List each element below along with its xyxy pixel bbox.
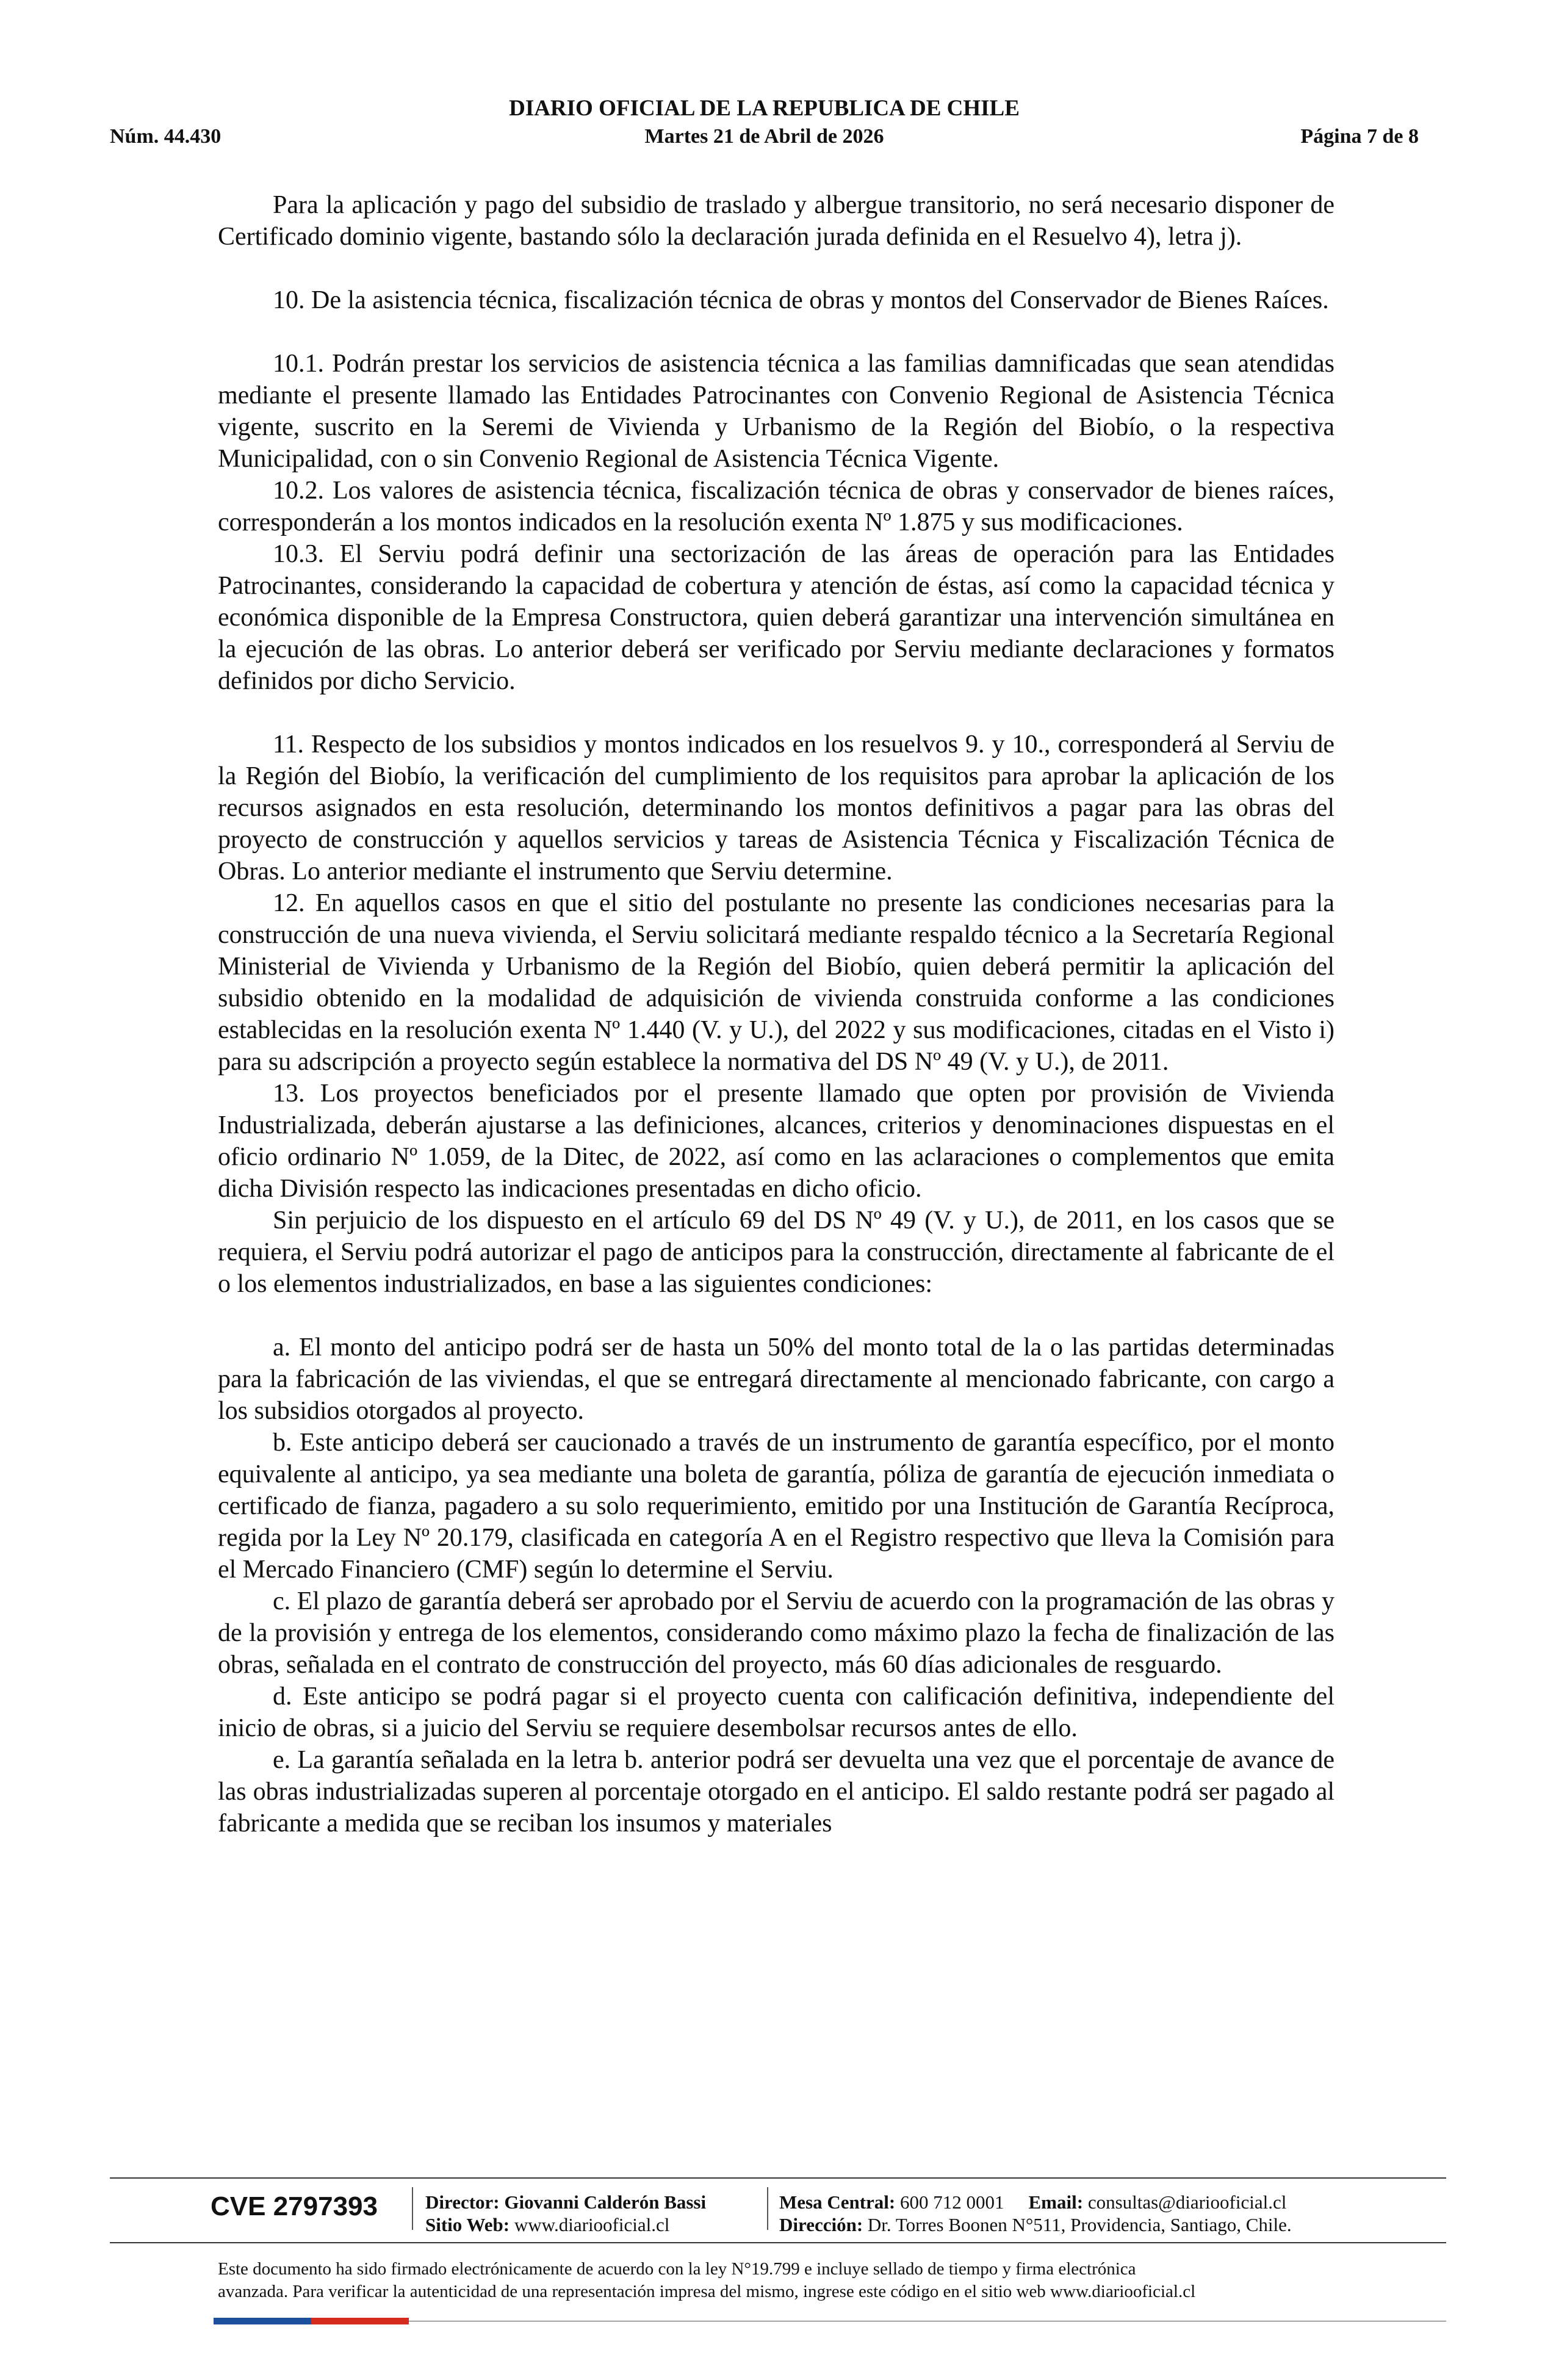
mesa-label: Mesa Central: [779, 2191, 896, 2213]
flag-bar-red [311, 2318, 409, 2324]
mesa-value: 600 712 0001 [900, 2191, 1004, 2213]
web-label: Sitio Web: [425, 2214, 510, 2235]
paragraph-10-3: 10.3. El Serviu podrá definir una sectorización de las áreas de operación para las Entidades Patrocinantes, considerando la capacidad de cobertura y atención de éstas, así como la capacidad técnica y económica disponible de la Empresa Constructora, quien deberá garantizar una intervención simultánea en la ejecución de las obras. Lo anterior deberá ser verificado por Serviu mediante declaraciones y formatos definidos por dicho Servicio. [218, 540, 1334, 695]
paragraph-13: 13. Los proyectos beneficiados por el presente llamado que opten por provisión de Vivienda Industrializada, deberán ajustarse a las definiciones, alcances, criterios y denominaciones dispuestas en el oficio ordinario Nº 1.059, de la Ditec, de 2022, así como en las aclaraciones o complementos que emita dicha División respecto las indicaciones presentadas en dicho oficio. [218, 1080, 1334, 1203]
legal-line-1: Este documento ha sido firmado electrónicamente de acuerdo con la ley N°19.799 e incluye sellado de tiempo y firma electrónica [218, 2259, 1136, 2279]
web-link[interactable]: www.diariooficial.cl [514, 2214, 670, 2235]
flag-bar-blue [214, 2318, 311, 2324]
address-value: Dr. Torres Boonen N°511, Providencia, Santiago, Chile. [867, 2214, 1292, 2235]
page-number: Página 7 de 8 [1300, 125, 1419, 148]
paragraph-11: 11. Respecto de los subsidios y montos indicados en los resuelvos 9. y 10., corresponderá al Serviu de la Región del Biobío, la verificación del cumplimiento de los requisitos para aprobar la aplicación de los recursos asignados en esta resolución, determinando los montos definitivos a pagar para las obras del proyecto de construcción y aquellos servicios y tareas de Asistencia Técnica y Fiscalización Técnica de Obras. Lo anterior mediante el instrumento que Serviu determine. [218, 730, 1334, 885]
paragraph-anticipos: Sin perjuicio de los dispuesto en el artículo 69 del DS Nº 49 (V. y U.), de 2011, en los casos que se requiera, el Serviu podrá autorizar el pago de anticipos para la construcción, directamente al fabricante de el o los elementos industrializados, en base a las siguientes condiciones: [218, 1206, 1334, 1298]
document-body [218, 189, 1334, 1839]
footer-director-block [425, 2191, 706, 2236]
paragraph-traslado: Para la aplicación y pago del subsidio de traslado y albergue transitorio, no será necesario disponer de Certificado dominio vigente, bastando sólo la declaración jurada definida en el Resuelvo 4), letra j). [218, 191, 1334, 251]
paragraph-12: 12. En aquellos casos en que el sitio del postulante no presente las condiciones necesarias para la construcción de una nueva vivienda, el Serviu solicitará mediante respaldo técnico a la Secretaría Regional Ministerial de Vivienda y Urbanismo de la Región del Biobío, quien deberá permitir la aplicación del subsidio obtenido en la modalidad de adquisición de vivienda construida conforme a las condiciones establecidas en la resolución exenta Nº 1.440 (V. y U.), del 2022 y sus modificaciones, citadas en el Visto i) para su adscripción a proyecto según establece la normativa del DS Nº 49 (V. y U.), de 2011. [218, 889, 1334, 1076]
paragraph-e: e. La garantía señalada en la letra b. anterior podrá ser devuelta una vez que el porcentaje de avance de las obras industrializadas superen al porcentaje otorgado en el anticipo. El saldo restante podrá ser pagado al fabricante a medida que se reciban los insumos y materiales [218, 1746, 1334, 1837]
footer-separator-1 [412, 2187, 413, 2230]
footer-contact-block [779, 2191, 1292, 2236]
email-label: Email: [1028, 2191, 1084, 2213]
director-name: Giovanni Calderón Bassi [504, 2191, 707, 2213]
page-header [110, 95, 1419, 150]
paragraph-a: a. El monto del anticipo podrá ser de hasta un 50% del monto total de la o las partidas determinadas para la fabricación de las viviendas, el que se entregará directamente al mencionado fabricante, con cargo a los subsidios otorgados al proyecto. [218, 1333, 1334, 1425]
legal-line-2: avanzada. Para verificar la autenticidad de una representación impresa del mismo, ingrese este código en el sitio web www.diariooficial.cl [218, 2282, 1196, 2301]
paragraph-d: d. Este anticipo se podrá pagar si el proyecto cuenta con calificación definitiva, independiente del inicio de obras, si a juicio del Serviu se requiere desembolsar recursos antes de ello. [218, 1682, 1334, 1742]
footer-separator-2 [767, 2187, 768, 2230]
footer-top-rule [110, 2177, 1446, 2179]
legal-notice [218, 2258, 1334, 2303]
publication-title: DIARIO OFICIAL DE LA REPUBLICA DE CHILE [509, 96, 1020, 121]
paragraph-10-1: 10.1. Podrán prestar los servicios de asistencia técnica a las familias damnificadas que sean atendidas mediante el presente llamado las Entidades Patrocinantes con Convenio Regional de Asistencia Técnica vigente, suscrito en la Seremi de Vivienda y Urbanismo de la Región del Biobío, o la respectiva Municipalidad, con o sin Convenio Regional de Asistencia Técnica Vigente. [218, 350, 1334, 473]
cve-code: CVE 2797393 [211, 2191, 378, 2221]
director-label: Director: [425, 2191, 500, 2213]
paragraph-c: c. El plazo de garantía deberá ser aprobado por el Serviu de acuerdo con la programación de las obras y de la provisión y entrega de los elementos, considerando como máximo plazo la fecha de finalización de las obras, señalada en el contrato de construcción del proyecto, más 60 días adicionales de resguardo. [218, 1587, 1334, 1679]
paragraph-b: b. Este anticipo deberá ser caucionado a través de un instrumento de garantía específico, por el monto equivalente al anticipo, ya sea mediante una boleta de garantía, póliza de garantía de ejecución inmediata o certificado de fianza, pagadero a su solo requerimiento, emitido por una Institución de Garantía Recíproca, regida por la Ley Nº 20.179, clasificada en categoría A en el Registro respectivo que lleva la Comisión para el Mercado Financiero (CMF) según lo determine el Serviu. [218, 1429, 1334, 1584]
issue-date: Martes 21 de Abril de 2026 [644, 125, 884, 148]
email-link[interactable]: consultas@diariooficial.cl [1087, 2191, 1287, 2213]
address-label: Dirección: [779, 2214, 863, 2235]
footer-middle-rule [110, 2242, 1446, 2243]
issue-number: Núm. 44.430 [110, 125, 222, 148]
paragraph-10-2: 10.2. Los valores de asistencia técnica, fiscalización técnica de obras y conservador de bienes raíces, corresponderán a los montos indicados en la resolución exenta Nº 1.875 y sus modificaciones. [218, 477, 1334, 536]
paragraph-10: 10. De la asistencia técnica, fiscalización técnica de obras y montos del Conservador de Bienes Raíces. [273, 286, 1329, 314]
